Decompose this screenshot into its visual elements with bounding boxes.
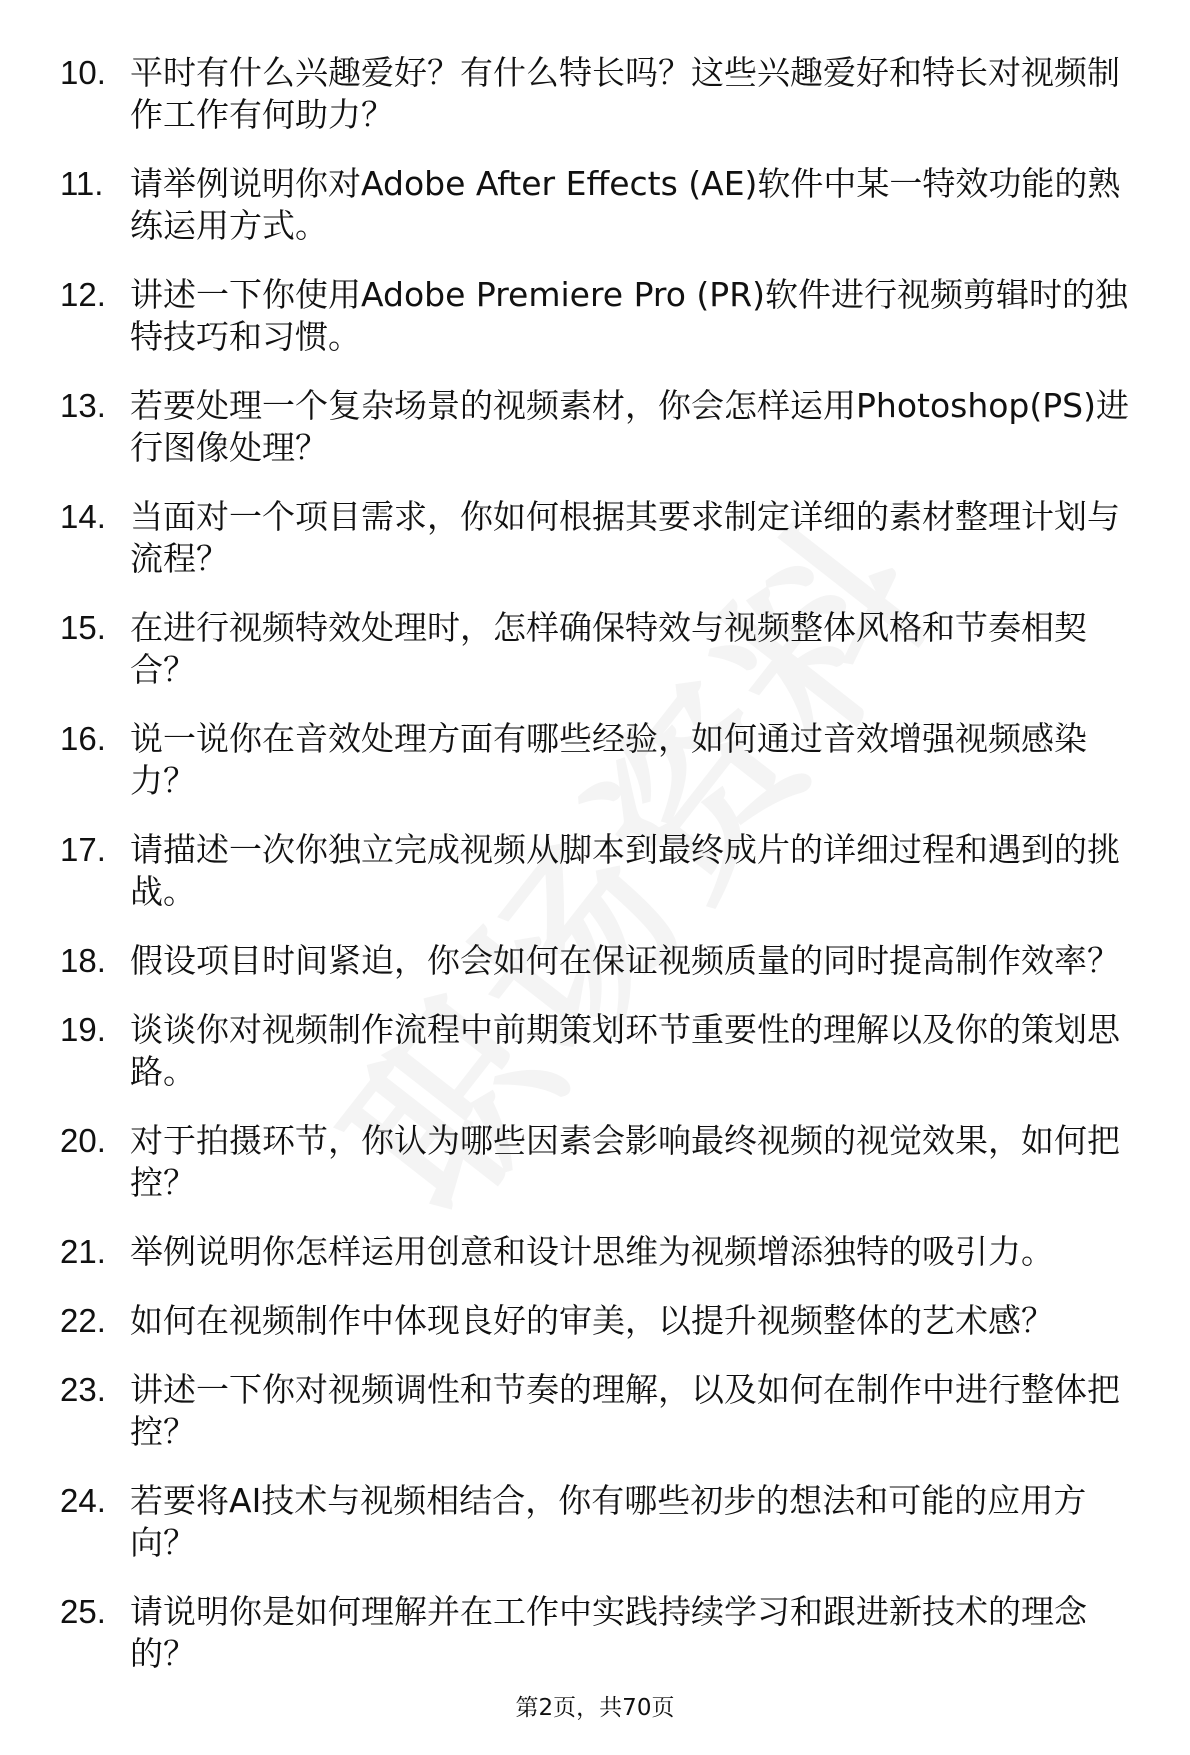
- question-text: 请描述一次你独立完成视频从脚本到最终成片的详细过程和遇到的挑战。: [130, 830, 1120, 911]
- question-number: 23.: [60, 1371, 106, 1408]
- question-item: [60, 1480, 1150, 1564]
- question-text: 若要处理一个复杂场景的视频素材，你会怎样运用Photoshop(PS)进行图像处理？: [130, 386, 1129, 467]
- question-item: [60, 1591, 1150, 1675]
- question-number: 16.: [60, 720, 106, 757]
- question-number: 19.: [60, 1011, 106, 1048]
- question-text: 对于拍摄环节，你认为哪些因素会影响最终视频的视觉效果，如何把控？: [130, 1121, 1120, 1202]
- question-item: [60, 607, 1150, 691]
- question-text: 如何在视频制作中体现良好的审美，以提升视频整体的艺术感？: [130, 1301, 1054, 1340]
- question-text: 讲述一下你对视频调性和节奏的理解，以及如何在制作中进行整体把控？: [130, 1370, 1120, 1451]
- question-number: 25.: [60, 1593, 106, 1630]
- question-text: 平时有什么兴趣爱好？有什么特长吗？这些兴趣爱好和特长对视频制作工作有何助力？: [130, 53, 1120, 134]
- question-text: 在进行视频特效处理时，怎样确保特效与视频整体风格和节奏相契合？: [130, 608, 1087, 689]
- question-item: [60, 940, 1150, 982]
- question-text: 当面对一个项目需求，你如何根据其要求制定详细的素材整理计划与流程？: [130, 497, 1120, 578]
- question-number: 22.: [60, 1302, 106, 1339]
- question-number: 13.: [60, 387, 106, 424]
- question-text: 请说明你是如何理解并在工作中实践持续学习和跟进新技术的理念的？: [130, 1592, 1087, 1673]
- question-text: 请举例说明你对Adobe After Effects (AE)软件中某一特效功能的熟练运用方式。: [130, 164, 1121, 245]
- question-item: [60, 163, 1150, 247]
- question-item: [60, 1231, 1150, 1273]
- question-number: 21.: [60, 1233, 106, 1270]
- question-number: 24.: [60, 1482, 106, 1519]
- question-number: 15.: [60, 609, 106, 646]
- page-footer: 第2页，共70页: [515, 1695, 675, 1721]
- question-item: [60, 1009, 1150, 1093]
- question-item: [60, 496, 1150, 580]
- question-number: 11.: [60, 165, 104, 202]
- question-list: [60, 52, 1150, 1702]
- question-text: 说一说你在音效处理方面有哪些经验，如何通过音效增强视频感染力？: [130, 719, 1087, 800]
- question-text: 举例说明你怎样运用创意和设计思维为视频增添独特的吸引力。: [130, 1232, 1054, 1271]
- question-number: 17.: [60, 831, 106, 868]
- question-item: [60, 52, 1150, 136]
- question-number: 10.: [60, 54, 106, 91]
- question-item: [60, 1300, 1150, 1342]
- question-text: 若要将AI技术与视频相结合，你有哪些初步的想法和可能的应用方向？: [130, 1481, 1087, 1562]
- question-number: 20.: [60, 1122, 106, 1159]
- question-text: 讲述一下你使用Adobe Premiere Pro (PR)软件进行视频剪辑时的独特技巧和习惯。: [130, 275, 1129, 356]
- question-text: 假设项目时间紧迫，你会如何在保证视频质量的同时提高制作效率？: [130, 941, 1120, 980]
- question-item: [60, 385, 1150, 469]
- question-item: [60, 1120, 1150, 1204]
- question-number: 12.: [60, 276, 106, 313]
- question-number: 18.: [60, 942, 106, 979]
- question-item: [60, 274, 1150, 358]
- question-item: [60, 1369, 1150, 1453]
- question-item: [60, 829, 1150, 913]
- question-number: 14.: [60, 498, 106, 535]
- question-text: 谈谈你对视频制作流程中前期策划环节重要性的理解以及你的策划思路。: [130, 1010, 1120, 1091]
- question-item: [60, 718, 1150, 802]
